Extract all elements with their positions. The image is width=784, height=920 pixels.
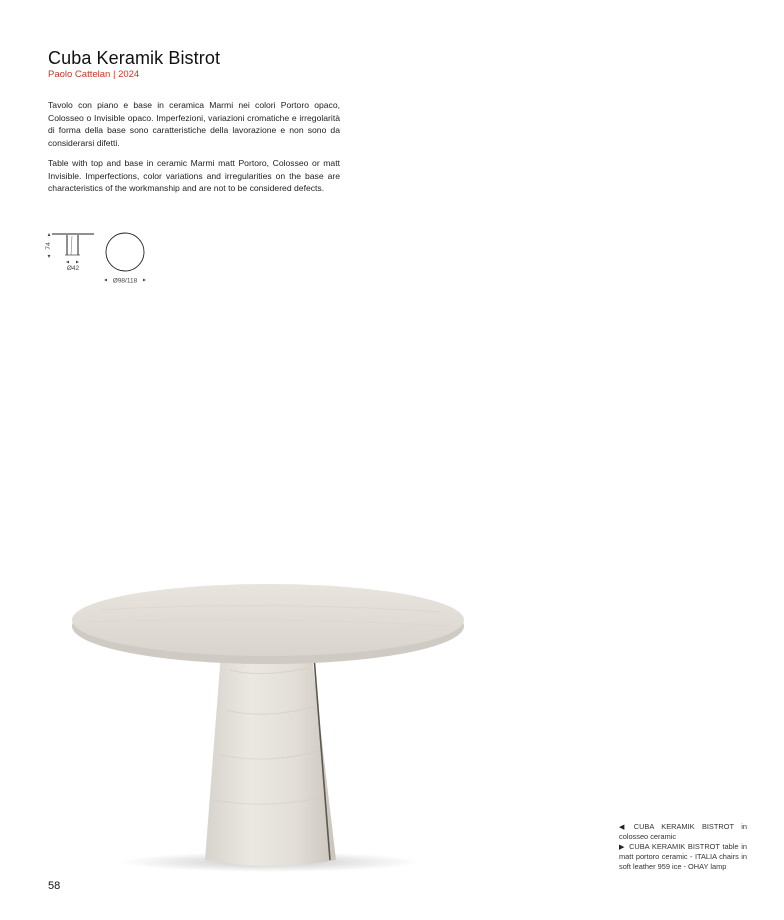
top-view-drawing <box>106 233 144 271</box>
table-top <box>72 584 464 664</box>
caption-text-1: CUBA KERAMIK BISTROT in colosseo ceramic <box>619 822 748 842</box>
arrow-left-icon: ◀ <box>619 824 630 831</box>
arrow-right-icon: ▶ <box>619 843 626 851</box>
height-label: 74 <box>45 242 52 250</box>
top-diameter-label: Ø98/118 <box>112 277 138 285</box>
base-dimension <box>66 261 80 272</box>
table-photo <box>60 560 500 880</box>
caption-line-2 <box>619 842 747 871</box>
dimension-diagram <box>40 228 160 288</box>
description-italian: Tavolo con piano e base in ceramica Marmi nei colori Portoro opaco, Colosseo o Invisible opaco. Imperfezioni, variazioni cromatiche e irregolarità di forma della base sono caratteristiche della lavorazione e non sono da considerarsi difetti. <box>48 100 340 148</box>
side-view-drawing <box>52 234 94 255</box>
height-dimension <box>45 233 52 258</box>
caption-text-2: CUBA KERAMIK BISTROT table in matt portoro ceramic - ITALIA chairs in soft leather 959 ice - OHAY lamp <box>619 841 748 871</box>
caption-line-1 <box>619 822 747 842</box>
page-number: 58 <box>48 880 61 892</box>
designer-year: Paolo Cattelan | 2024 <box>48 69 140 80</box>
base-diameter-label: Ø42 <box>66 265 80 272</box>
top-dimension <box>104 277 146 284</box>
description-english: Table with top and base in ceramic Marmi matt Portoro, Colosseo or matt Invisible. Imperfections, color variations and irregularities on the base are characteristics of the workmanship and are not to be considered defects. <box>48 158 340 194</box>
photo-caption <box>619 822 747 871</box>
table-base <box>205 640 336 866</box>
product-title: Cuba Keramik Bistrot <box>48 48 221 68</box>
